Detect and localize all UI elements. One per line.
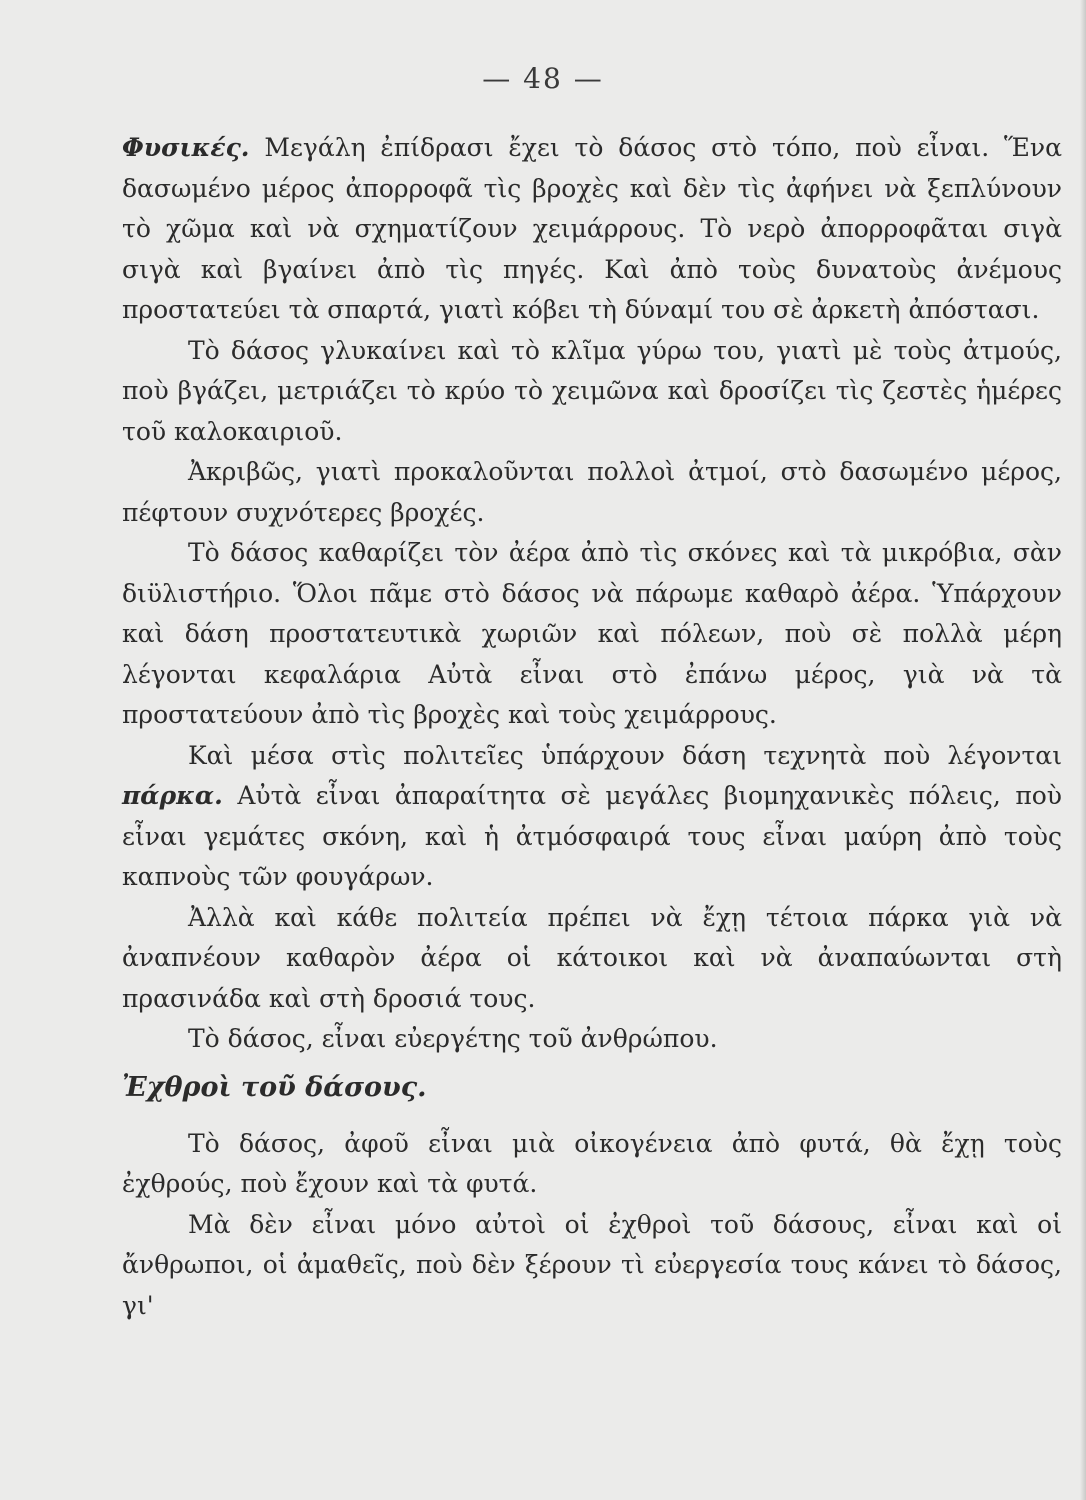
paragraph-people: Μὰ δὲν εἶναι μόνο αὐτοὶ οἱ ἐχθροὶ τοῦ δάσους, εἶναι καὶ οἱ ἄνθρωποι, οἱ ἀμαθεῖς, ποὺ δὲν ξέρουν τὶ εὐεργεσία τους κάνει τὸ δάσος, γι' — [122, 1209, 1062, 1320]
paragraph-text: Καὶ μέσα στὶς πολιτεῖες ὑπάρχουν δάση τεχνητὰ ποὺ λέγονται — [188, 740, 1062, 770]
page-number: — 48 — — [482, 62, 604, 95]
paragraph-text: Μεγάλη ἐπίδρασι ἔχει τὸ δάσος στὸ τόπο, ποὺ εἶναι. Ἕνα δασωμένο μέρος ἀπορροφᾶ τὶς βροχὲς καὶ δὲν τὶς ἀφήνει νὰ ξεπλύνουν τὸ χῶμα καὶ νὰ σχηματίζουν χειμάρρους. Τὸ νερὸ ἀπορροφᾶται σιγὰ σιγὰ καὶ βγαίνει ἀπὸ τὶς πηγές. Καὶ ἀπὸ τοὺς δυνατοὺς ἀνέμους προστατεύει τὰ σπαρτά, γιατὶ κόβει τὴ δύναμί του σὲ ἀρκετὴ ἀπόστασι. — [122, 133, 1062, 324]
paragraph-climate: Τὸ δάσος γλυκαίνει καὶ τὸ κλῖμα γύρω του, γιατὶ μὲ τοὺς ἀτμούς, ποὺ βγάζει, μετριάζει τὸ κρύο τὸ χειμῶνα καὶ δροσίζει τὶς ζεστὲς ἡμέρες τοῦ καλοκαιριοῦ. — [122, 335, 1062, 446]
paragraph-enemies: Τὸ δάσος, ἀφοῦ εἶναι μιὰ οἰκογένεια ἀπὸ φυτά, θὰ ἔχῃ τοὺς ἐχθρούς, ποὺ ἔχουν καὶ τὰ φυτά. — [122, 1128, 1062, 1198]
paragraph-benefactor: Τὸ δάσος, εἶναι εὐεργέτης τοῦ ἀνθρώπου. — [188, 1024, 718, 1053]
section-heading: Ἐχθροὶ τοῦ δάσους. — [122, 1071, 427, 1103]
paragraph-every-city: Ἀλλὰ καὶ κάθε πολιτεία πρέπει νὰ ἔχῃ τέτοια πάρκα γιὰ νὰ ἀναπνέουν καθαρὸν ἀέρα οἱ κάτοικοι καὶ νὰ ἀναπαύωνται στὴ πρασινάδα καὶ στὴ δροσιά τους. — [122, 902, 1062, 1013]
page-edge — [1080, 0, 1086, 1500]
paragraph-text: Αὐτὰ εἶναι ἀπαραίτητα σὲ μεγάλες βιομηχανικὲς πόλεις, ποὺ εἶναι γεμάτες σκόνη, καὶ ἡ ἀτμόσφαιρά τους εἶναι μαύρη ἀπὸ τοὺς καπνοὺς τῶν φουγάρων. — [122, 781, 1062, 891]
paragraph-lead-heading: Φυσικές. — [122, 133, 250, 162]
paragraph-rain: Ἀκριβῶς, γιατὶ προκαλοῦνται πολλοὶ ἀτμοί, στὸ δασωμένο μέρος, πέφτουν συχνότερες βροχές. — [122, 457, 1062, 527]
paragraph-parks — [122, 736, 1062, 898]
parks-term: πάρκα. — [122, 781, 223, 810]
paragraph-physical — [122, 128, 1062, 331]
page-body — [122, 128, 1062, 1326]
paragraph-air: Τὸ δάσος καθαρίζει τὸν ἀέρα ἀπὸ τὶς σκόνες καὶ τὰ μικρόβια, σὰν διϋλιστήριο. Ὅλοι πᾶμε στὸ δάσος νὰ πάρωμε καθαρὸ ἀέρα. Ὑπάρχουν καὶ δάση προστατευτικὰ χωριῶν καὶ πόλεων, ποὺ σὲ πολλὰ μέρη λέγονται κεφαλάρια Αὐτὰ εἶναι στὸ ἐπάνω μέρος, γιὰ νὰ τὰ προστατεύουν ἀπὸ τὶς βροχὲς καὶ τοὺς χειμάρρους. — [122, 538, 1062, 729]
